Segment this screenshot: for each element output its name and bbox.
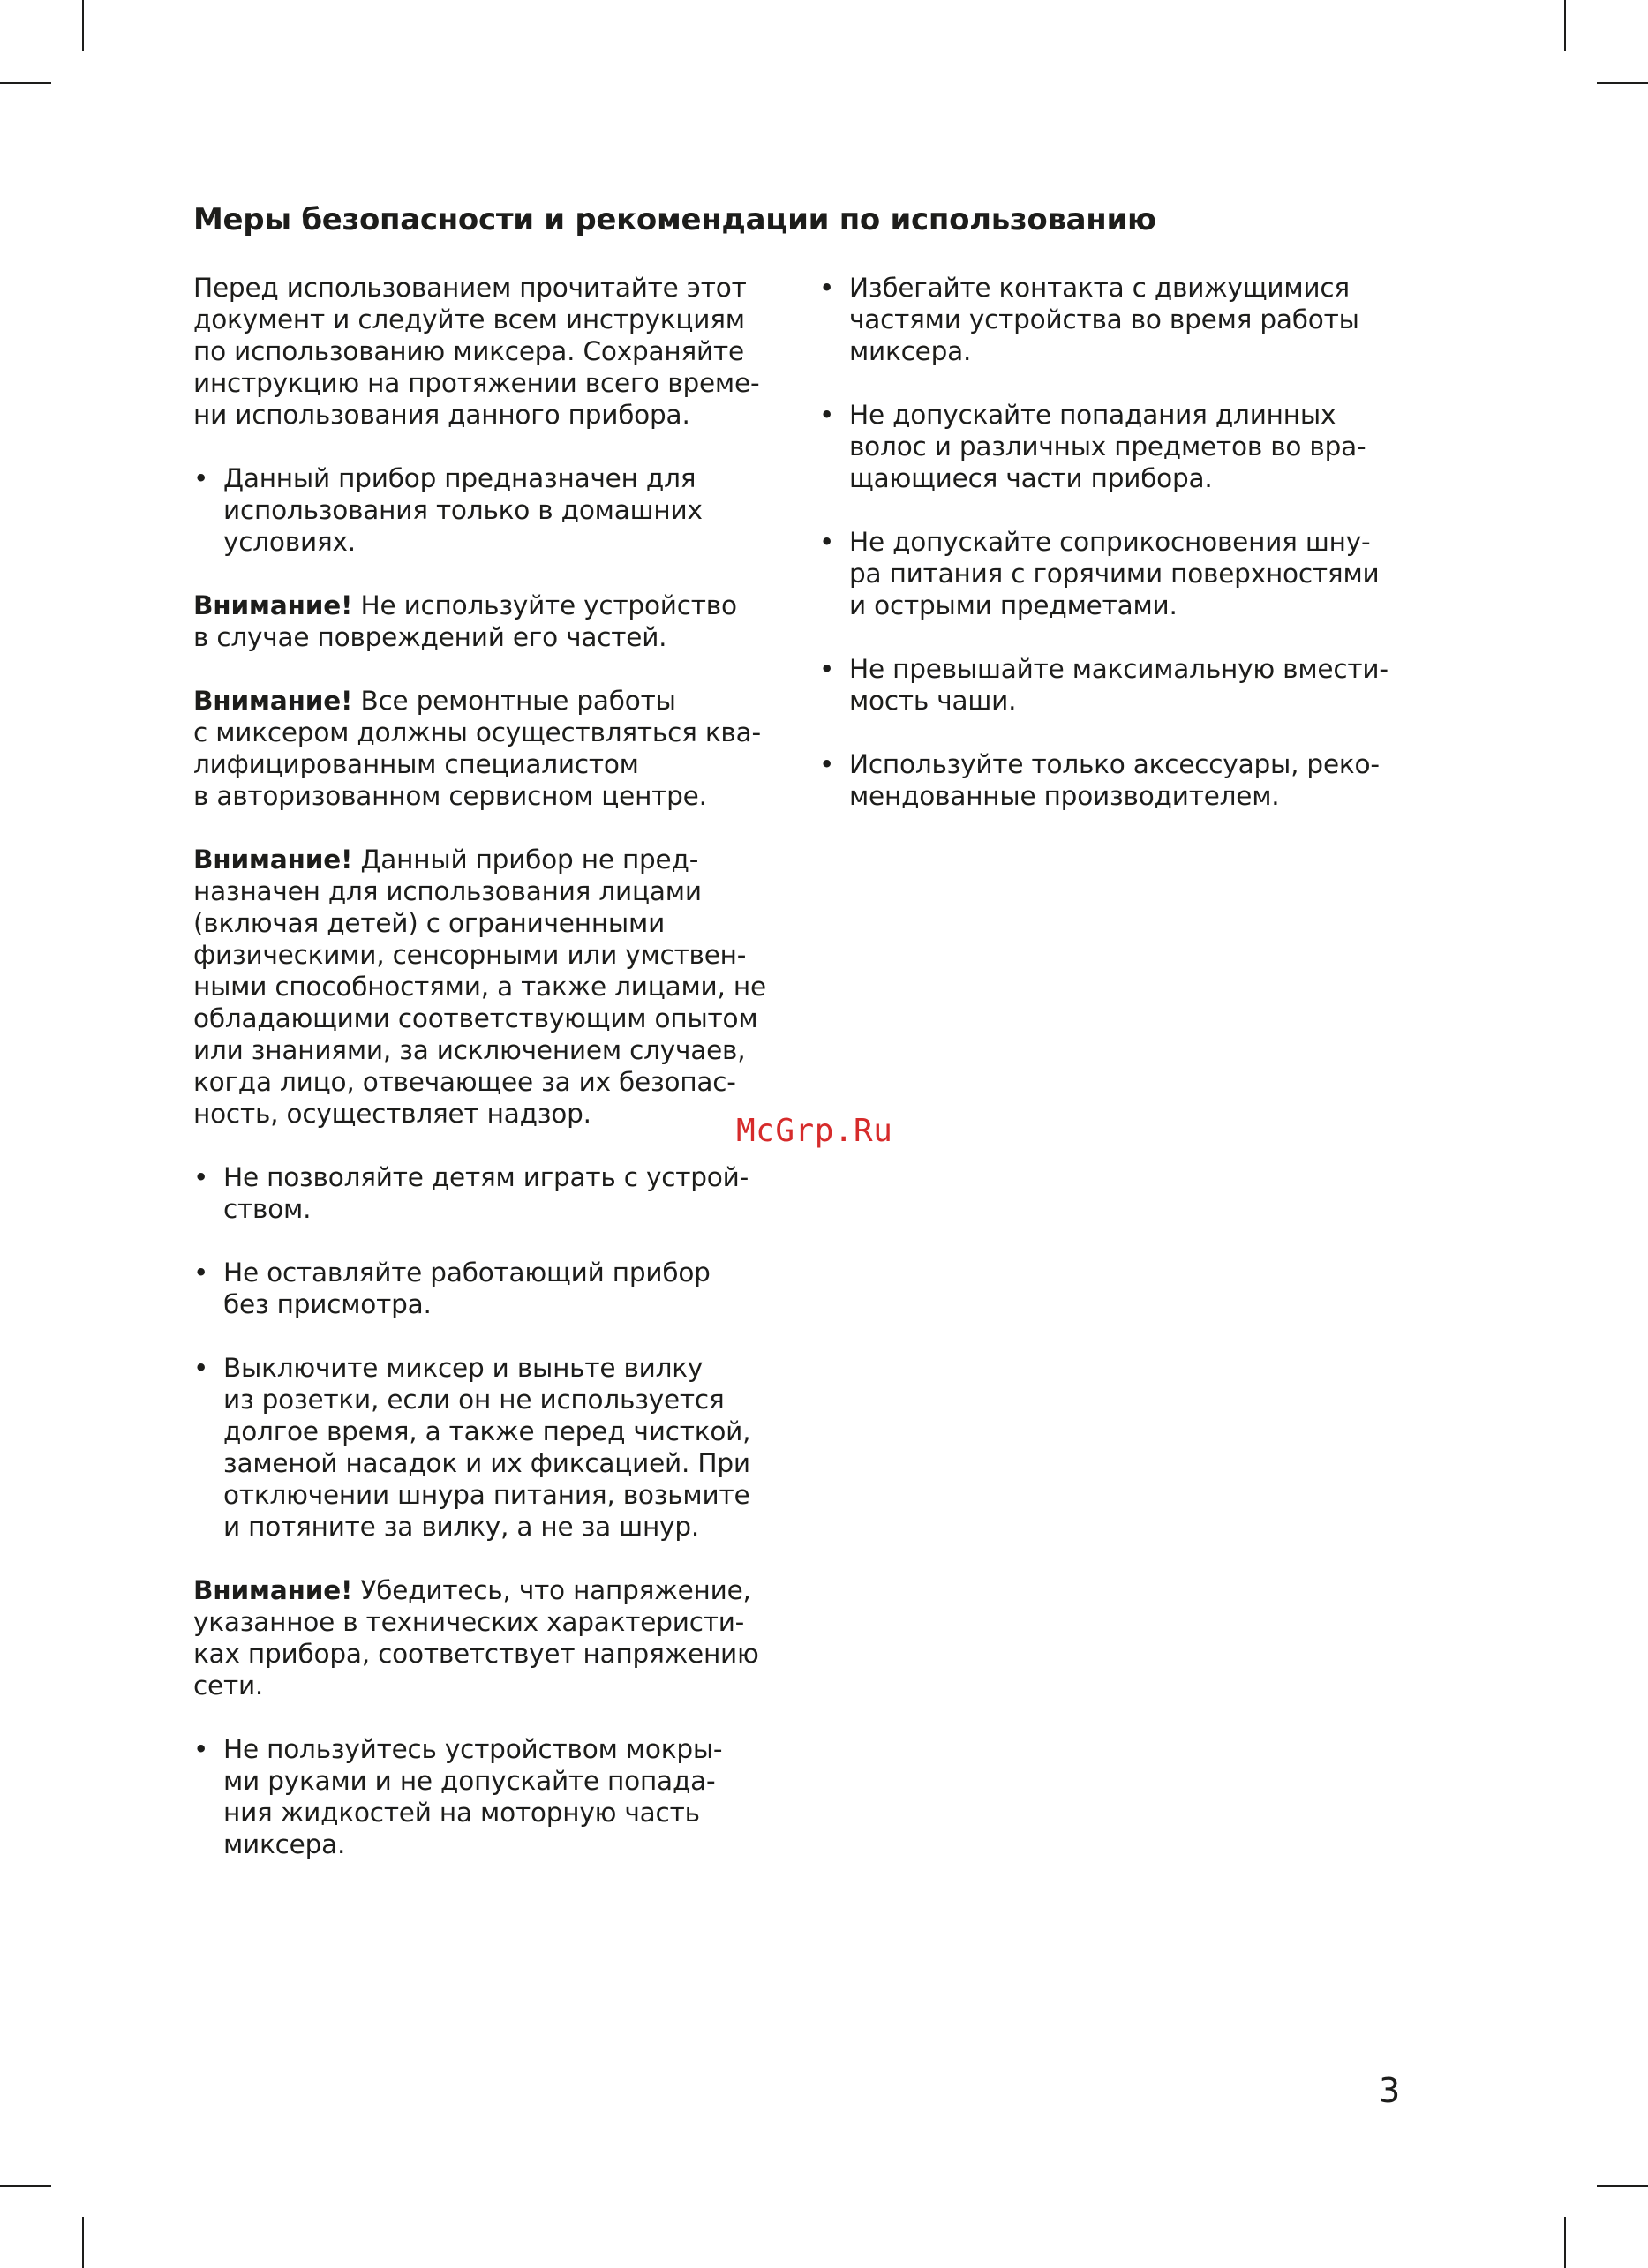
- text-line: в авторизованном сервисном центре.: [193, 781, 707, 811]
- page-title: Меры безопасности и рекомендации по использованию: [193, 202, 1156, 237]
- text-line: указанное в технических характеристи-: [193, 1607, 745, 1637]
- bullet-item: [193, 1257, 802, 1320]
- page-number: 3: [1379, 2071, 1401, 2110]
- bullet-item: [193, 462, 802, 558]
- text-line: ность, осуществляет надзор.: [193, 1099, 591, 1129]
- bullet-item: [193, 1352, 802, 1543]
- text-line: Не допускайте попадания длинных: [849, 400, 1336, 430]
- text-line: [193, 844, 802, 875]
- warning-label: Внимание!: [193, 845, 353, 875]
- text-line: без присмотра.: [223, 1289, 432, 1319]
- text-line: [193, 685, 802, 717]
- text-line: Не превышайте максимальную вмести-: [849, 654, 1388, 684]
- text-line: мость чаши.: [849, 686, 1017, 716]
- text-line: в случае повреждений его частей.: [193, 622, 667, 652]
- warning-label: Внимание!: [193, 590, 353, 620]
- text-line: лифицированным специалистом: [193, 749, 639, 779]
- text-line: физическими, сенсорными или умствен-: [193, 940, 747, 970]
- text-line: щающиеся части прибора.: [849, 463, 1213, 493]
- text-line: или знаниями, за исключением случаев,: [193, 1035, 746, 1065]
- crop-mark: [1597, 82, 1648, 84]
- right-column: [819, 272, 1428, 844]
- text-line: ными способностями, а также лицами, не: [193, 972, 766, 1002]
- text-line: Перед использованием прочитайте этот: [193, 273, 747, 303]
- warning-paragraph: [193, 685, 802, 812]
- text-line: Выключите миксер и выньте вилку: [223, 1353, 704, 1383]
- text-line: (включая детей) с ограниченными: [193, 908, 666, 938]
- text-line: ках прибора, соответствует напряжению: [193, 1639, 759, 1669]
- text-line: с миксером должны осуществляться ква-: [193, 717, 761, 747]
- warning-label: Внимание!: [193, 1575, 353, 1605]
- warning-paragraph: [193, 590, 802, 653]
- bullet-icon: •: [193, 1162, 209, 1192]
- bullet-item: [193, 1161, 802, 1225]
- text-line: миксера.: [849, 336, 972, 366]
- text-line: Не допускайте соприкосновения шну-: [849, 527, 1371, 557]
- bullet-icon: •: [819, 654, 835, 684]
- text-line: миксера.: [223, 1829, 346, 1859]
- crop-mark: [1564, 2217, 1566, 2268]
- text-line: и потяните за вилку, а не за шнур.: [223, 1512, 700, 1542]
- text-line: ством.: [223, 1194, 312, 1224]
- warning-text: Все ремонтные работы: [352, 686, 676, 716]
- bullet-icon: •: [819, 749, 835, 779]
- crop-mark: [1564, 0, 1566, 51]
- text-line: отключении шнура питания, возьмите: [223, 1480, 750, 1510]
- text-line: документ и следуйте всем инструкциям: [193, 304, 745, 334]
- bullet-icon: •: [193, 1353, 209, 1383]
- bullet-item: [819, 272, 1428, 367]
- text-line: когда лицо, отвечающее за их безопас-: [193, 1067, 736, 1097]
- text-line: заменой насадок и их фиксацией. При: [223, 1448, 750, 1478]
- text-line: Не оставляйте работающий прибор: [223, 1258, 711, 1288]
- bullet-icon: •: [819, 527, 835, 557]
- bullet-icon: •: [193, 463, 209, 493]
- text-line: сети.: [193, 1671, 264, 1701]
- bullet-item: [819, 526, 1428, 621]
- text-line: долгое время, а также перед чисткой,: [223, 1416, 751, 1446]
- watermark: McGrp.Ru: [736, 1113, 893, 1149]
- text-line: [193, 590, 802, 621]
- crop-mark: [82, 2217, 84, 2268]
- text-line: инструкцию на протяжении всего време-: [193, 368, 760, 398]
- text-line: ра питания с горячими поверхностями: [849, 559, 1380, 589]
- text-line: и острыми предметами.: [849, 590, 1178, 620]
- text-line: Не позволяйте детям играть с устрой-: [223, 1162, 749, 1192]
- text-line: Не пользуйтесь устройством мокры-: [223, 1734, 723, 1764]
- text-line: ния жидкостей на моторную часть: [223, 1798, 700, 1828]
- paragraph: [193, 272, 802, 431]
- bullet-icon: •: [819, 400, 835, 430]
- crop-mark: [0, 82, 51, 84]
- text-line: обладающими соответствующим опытом: [193, 1003, 758, 1033]
- warning-paragraph: [193, 844, 802, 1130]
- text-line: [193, 1574, 802, 1606]
- crop-mark: [1597, 2185, 1648, 2187]
- bullet-item: [819, 399, 1428, 494]
- text-line: ни использования данного прибора.: [193, 400, 690, 430]
- bullet-item: [819, 748, 1428, 812]
- bullet-icon: •: [193, 1734, 209, 1764]
- bullet-item: [819, 653, 1428, 717]
- text-line: условиях.: [223, 527, 356, 557]
- crop-mark: [0, 2185, 51, 2187]
- warning-text: Не используйте устройство: [352, 590, 737, 620]
- text-line: использования только в домашних: [223, 495, 703, 525]
- text-line: ми руками и не допускайте попада-: [223, 1766, 716, 1796]
- bullet-icon: •: [819, 273, 835, 303]
- text-line: по использованию миксера. Сохраняйте: [193, 336, 744, 366]
- text-line: Избегайте контакта с движущимися: [849, 273, 1350, 303]
- warning-text: Данный прибор не пред-: [352, 845, 699, 875]
- warning-paragraph: [193, 1574, 802, 1701]
- text-line: из розетки, если он не используется: [223, 1385, 725, 1415]
- text-line: назначен для использования лицами: [193, 876, 702, 906]
- text-line: частями устройства во время работы: [849, 304, 1359, 334]
- left-column: [193, 272, 802, 1892]
- crop-mark: [82, 0, 84, 51]
- text-line: Данный прибор предназначен для: [223, 463, 696, 493]
- warning-label: Внимание!: [193, 686, 353, 716]
- text-line: волос и различных предметов во вра-: [849, 432, 1366, 462]
- bullet-item: [193, 1733, 802, 1860]
- text-line: Используйте только аксессуары, реко-: [849, 749, 1380, 779]
- warning-text: Убедитесь, что напряжение,: [352, 1575, 751, 1605]
- bullet-icon: •: [193, 1258, 209, 1288]
- text-line: мендованные производителем.: [849, 781, 1280, 811]
